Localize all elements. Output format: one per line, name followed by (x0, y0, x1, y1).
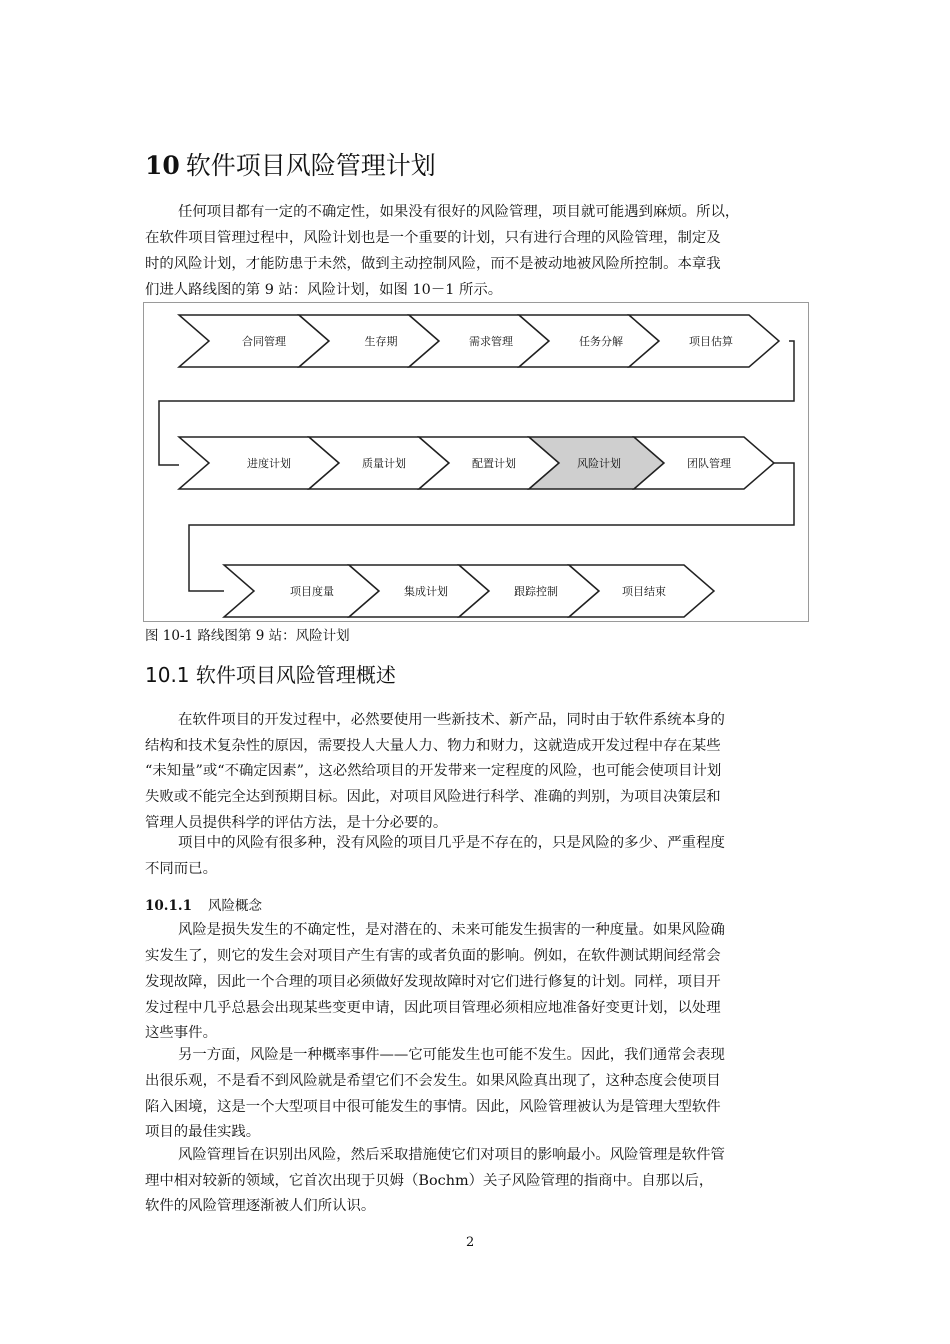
paragraph-line: 在软件项目的开发过程中，必然要使用一些新技术、新产品，同时由于软件系统本身的 (178, 712, 725, 728)
step-label: 合同管理 (242, 335, 286, 348)
step-label: 任务分解 (579, 335, 623, 348)
step-label: 生存期 (364, 335, 398, 348)
paragraph-line: 实发生了，则它的发生会对项目产生有害的或者负面的影响。例如，在软件测试期间经常会 (145, 948, 721, 964)
paragraph-line: 失败或不能完全达到预期目标。因此，对项目风险进行科学、准确的判别，为项目决策层和 (145, 789, 721, 805)
paragraph-line: “未知量”或“不确定因素”，这必然给项目的开发带来一定程度的风险，也可能会使项目计划 (145, 763, 722, 779)
paragraph-line: 管理人员提供科学的评估方法，是十分必要的。 (145, 815, 448, 831)
step-label: 需求管理 (469, 335, 513, 348)
step-label: 项目度量 (290, 585, 334, 598)
paragraph-line: 理中相对较新的领域，它首次出现于贝姆（Bochm）关子风险管理的指商中。自那以后， (145, 1173, 714, 1189)
step-label: 项目结束 (622, 585, 666, 598)
step-label: 集成计划 (404, 585, 448, 598)
chapter-title: 软件项目风险管理计划 (185, 151, 436, 180)
subsection-title: 风险概念 (207, 898, 262, 914)
section-heading: 10.1 软件项目风险管理概述 (145, 663, 396, 687)
paragraph-line: 软件的风险管理逐渐被人们所认识。 (145, 1198, 376, 1214)
paragraph-line: 发现故障，因此一个合理的项目必须做好发现故障时对它们进行修复的计划。同样，项目开 (145, 974, 721, 990)
paragraph-line: 这些事件。 (145, 1025, 217, 1041)
step-label: 项目估算 (689, 335, 733, 348)
paragraph-line: 不同而已。 (145, 861, 217, 877)
step-label: 配置计划 (472, 457, 516, 470)
intro-line: 任何项目都有一定的不确定性，如果没有很好的风险管理，项目就可能遇到麻烦。所以， (178, 204, 740, 220)
chapter-number: 10 (145, 151, 180, 180)
paragraph-line: 出很乐观，不是看不到风险就是希望它们不会发生。如果风险真出现了，这种态度会使项目 (145, 1073, 721, 1089)
page-number: 2 (466, 1235, 475, 1250)
intro-line: 们进人路线图的第 9 站：风险计划，如图 10－1 所示。 (145, 282, 503, 298)
intro-line: 在软件项目管理过程中，风险计划也是一个重要的计划，只有进行合理的风险管理，制定及 (145, 230, 721, 246)
chapter-heading (145, 146, 436, 186)
subsection-number: 10.1.1 (145, 898, 192, 914)
step-label: 风险计划 (577, 457, 621, 470)
paragraph-line: 发过程中几乎总悬会出现某些变更申请，因此项目管理必须相应地准备好变更计划，以处理 (145, 1000, 721, 1016)
roadmap-diagram (144, 303, 808, 621)
step-label: 团队管理 (687, 457, 731, 470)
paragraph-line: 项目的最佳实践。 (145, 1124, 261, 1140)
intro-line: 时的风险计划，才能防患于未然，做到主动控制风险，而不是被动地被风险所控制。本章我 (145, 256, 721, 272)
paragraph-line: 陷入困境，这是一个大型项目中很可能发生的事情。因此，风险管理被认为是管理大型软件 (145, 1099, 721, 1115)
step-label: 质量计划 (362, 457, 406, 470)
roadmap-figure (143, 302, 809, 622)
subsection-heading (145, 896, 262, 916)
paragraph-line: 结构和技术复杂性的原因，需要投人大量人力、物力和财力，这就造成开发过程中存在某些 (145, 738, 721, 754)
paragraph-line: 另一方面，风险是一种概率事件——它可能发生也可能不发生。因此，我们通常会表现 (178, 1047, 725, 1063)
step-label: 进度计划 (247, 457, 291, 470)
figure-caption: 图 10-1 路线图第 9 站：风险计划 (145, 628, 350, 644)
paragraph-line: 项目中的风险有很多种，没有风险的项目几乎是不存在的，只是风险的多少、严重程度 (178, 835, 725, 851)
paragraph-line: 风险是损失发生的不确定性，是对潜在的、未来可能发生损害的一种度量。如果风险确 (178, 922, 725, 938)
paragraph-line: 风险管理旨在识别出风险，然后采取措施使它们对项目的影响最小。风险管理是软件管 (178, 1147, 725, 1163)
step-label: 跟踪控制 (514, 585, 558, 598)
